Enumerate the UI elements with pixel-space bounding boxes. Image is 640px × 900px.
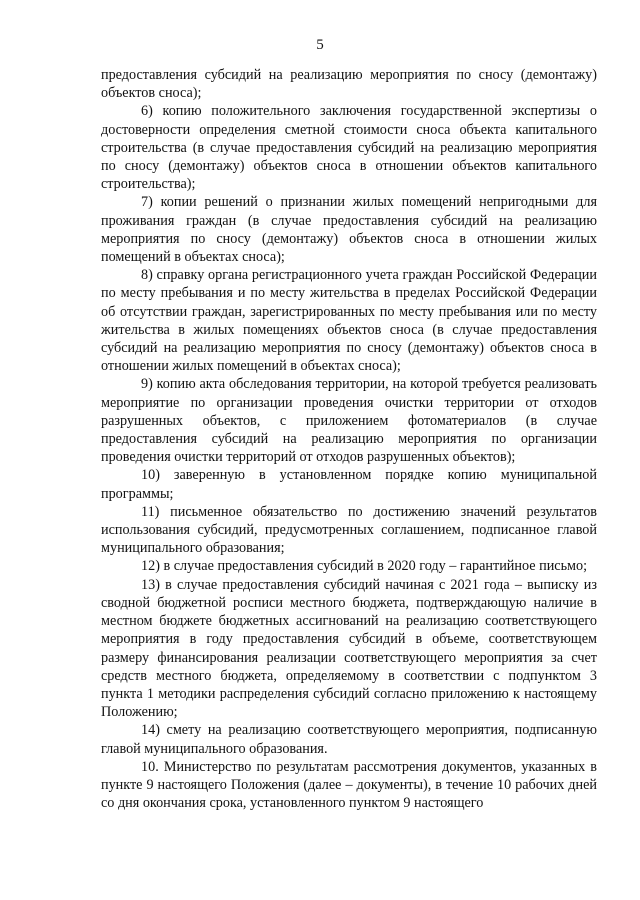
paragraph-item-7: 7) копии решений о признании жилых помещений непригодными для проживания граждан (в случае предоставления субсидий на реализацию мероприятия по сносу (демонтажу) объектов сноса в отношении жилых помещений в объектах сноса); — [101, 194, 597, 266]
paragraph-item-11: 11) письменное обязательство по достижению значений результатов использования субсидий, предусмотренных соглашением, подписанное главой муниципального образования; — [101, 503, 597, 557]
paragraph-item-13: 13) в случае предоставления субсидий начиная с 2021 года – выписку из сводной бюджетной росписи местного бюджета, подтверждающую наличие в местном бюджете бюджетных ассигнований на реализацию соответствующего мероприятия в году предоставления субсидий в объеме, соответствующем размеру финансирования реализации соответствующего мероприятия за счет средств местного бюджета, определяемому в соответствии с подпунктом 3 пункта 1 методики распределения субсидий согласно приложению к настоящему Положению; — [101, 576, 597, 721]
paragraph-item-14: 14) смету на реализацию соответствующего мероприятия, подписанную главой муниципального образования. — [101, 722, 597, 757]
paragraph-item-8: 8) справку органа регистрационного учета граждан Российской Федерации по месту пребывания и по месту жительства в пределах Российской Федерации об отсутствии граждан, зарегистрированных по месту пребывания или по месту жительства в жилых помещениях объектов сноса (в случае предоставления субсидий на реализацию мероприятия по сносу (демонтажу) объектов сноса в отношении жилых помещений в объектах сноса); — [101, 267, 597, 375]
paragraph-continuation: предоставления субсидий на реализацию мероприятия по сносу (демонтажу) объектов сноса); — [101, 67, 597, 102]
paragraph-section-10: 10. Министерство по результатам рассмотрения документов, указанных в пункте 9 настоящего Положения (далее – документы), в течение 10 рабочих дней со дня окончания срока, установленного пунктом 9 настоящего — [101, 758, 597, 812]
document-body — [101, 66, 597, 812]
paragraph-item-12: 12) в случае предоставления субсидий в 2020 году – гарантийное письмо; — [141, 558, 588, 575]
paragraph-item-10: 10) заверенную в установленном порядке копию муниципальной программы; — [101, 467, 597, 502]
page-number: 5 — [316, 37, 324, 53]
paragraph-item-9: 9) копию акта обследования территории, на которой требуется реализовать мероприятие по организации проведения очистки территории от отходов разрушенных объектов, с приложением фотоматериалов (в случае предоставления субсидий на реализацию мероприятия по организации проведения очистки территорий от отходов разрушенных объектов); — [101, 376, 597, 466]
paragraph-item-6: 6) копию положительного заключения государственной экспертизы о достоверности определения сметной стоимости сноса объекта капитального строительства (в случае предоставления субсидий на реализацию мероприятия по сносу (демонтажу) объектов сноса в отношении объектов капитального строительства); — [101, 103, 597, 193]
